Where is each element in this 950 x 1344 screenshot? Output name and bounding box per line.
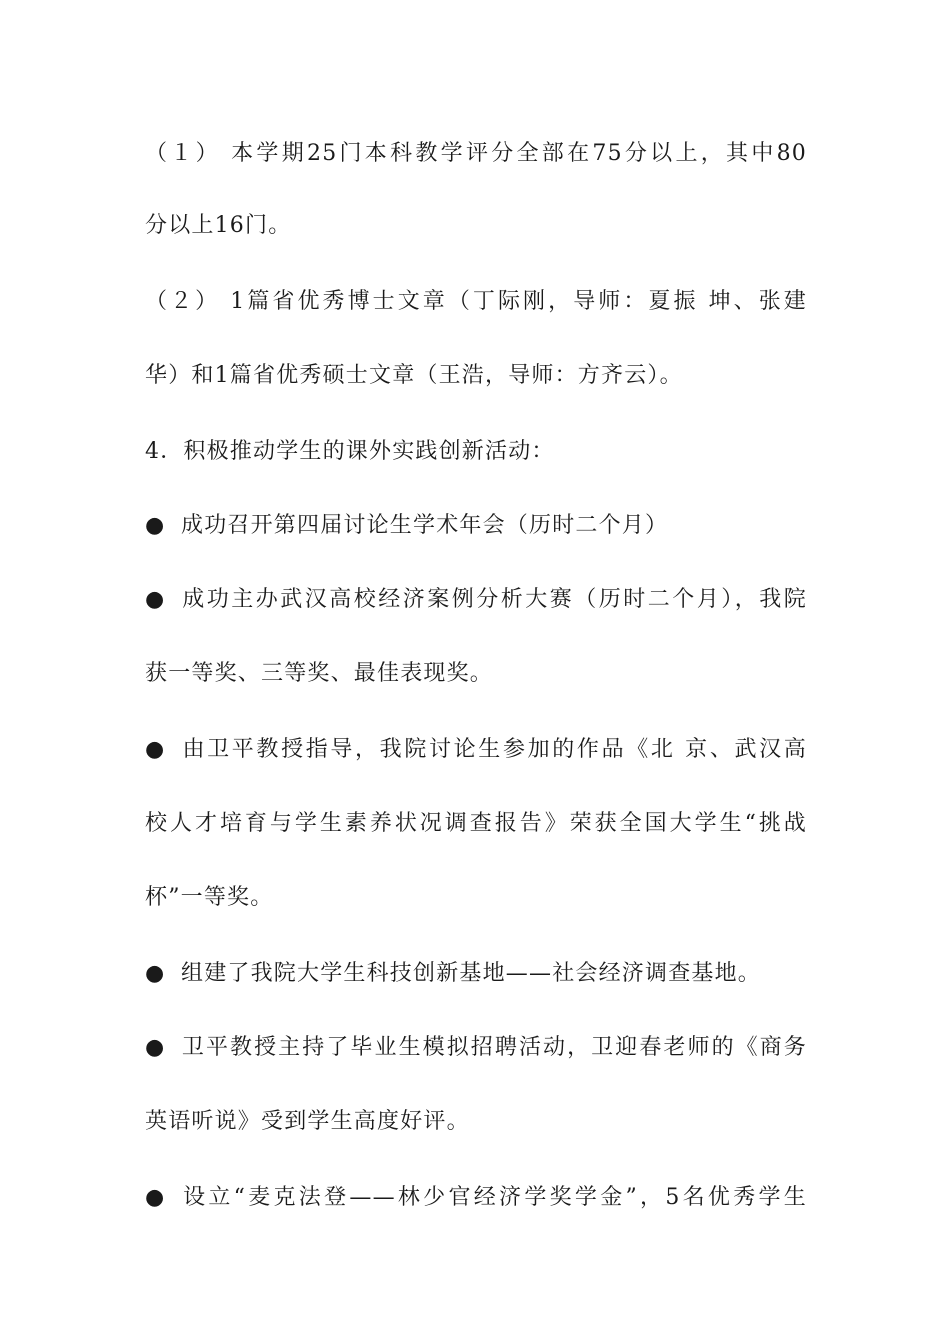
section-heading: 4．积极推动学生的课外实践创新活动： xyxy=(145,439,555,464)
text-line: 华）和1篇省优秀硕士文章（王浩，导师：方齐云）。 xyxy=(145,363,683,388)
bullet-item: ● 组建了我院大学生科技创新基地——社会经济调查基地。 xyxy=(145,956,807,992)
text-line: 获一等奖、三等奖、最佳表现奖。 xyxy=(145,661,494,686)
text-line: （２） 1篇省优秀博士文章（丁际刚，导师：夏振 坤、张建 xyxy=(145,289,807,314)
bullet-item: ● 由卫平教授指导，我院讨论生参加的作品《北 京、武汉高 xyxy=(145,732,807,768)
text-line: 校人才培育与学生素养状况调查报告》荣获全国大学生“挑战 xyxy=(145,811,807,836)
bullet-item: ● 设立“麦克法登——林少官经济学奖学金”，5名优秀学生 xyxy=(145,1180,807,1216)
bullet-icon: ● xyxy=(145,961,166,986)
bullet-icon: ● xyxy=(145,513,166,538)
text-line: 分以上16门。 xyxy=(145,213,292,238)
text-line: （１） 本学期25门本科教学评分全部在75分以上，其中80 xyxy=(145,141,807,166)
bullet-icon: ● xyxy=(145,1185,166,1210)
bullet-item: ● 卫平教授主持了毕业生模拟招聘活动，卫迎春老师的《商务 xyxy=(145,1030,807,1066)
bullet-item: ● 成功召开第四届讨论生学术年会（历时二个月） xyxy=(145,508,807,544)
bullet-icon: ● xyxy=(145,1035,166,1060)
text-line: 英语听说》受到学生高度好评。 xyxy=(145,1109,470,1134)
bullet-item: ● 成功主办武汉高校经济案例分析大赛（历时二个月），我院 xyxy=(145,582,807,618)
text-line: 杯”一等奖。 xyxy=(145,885,274,910)
bullet-icon: ● xyxy=(145,737,166,762)
bullet-icon: ● xyxy=(145,587,166,612)
